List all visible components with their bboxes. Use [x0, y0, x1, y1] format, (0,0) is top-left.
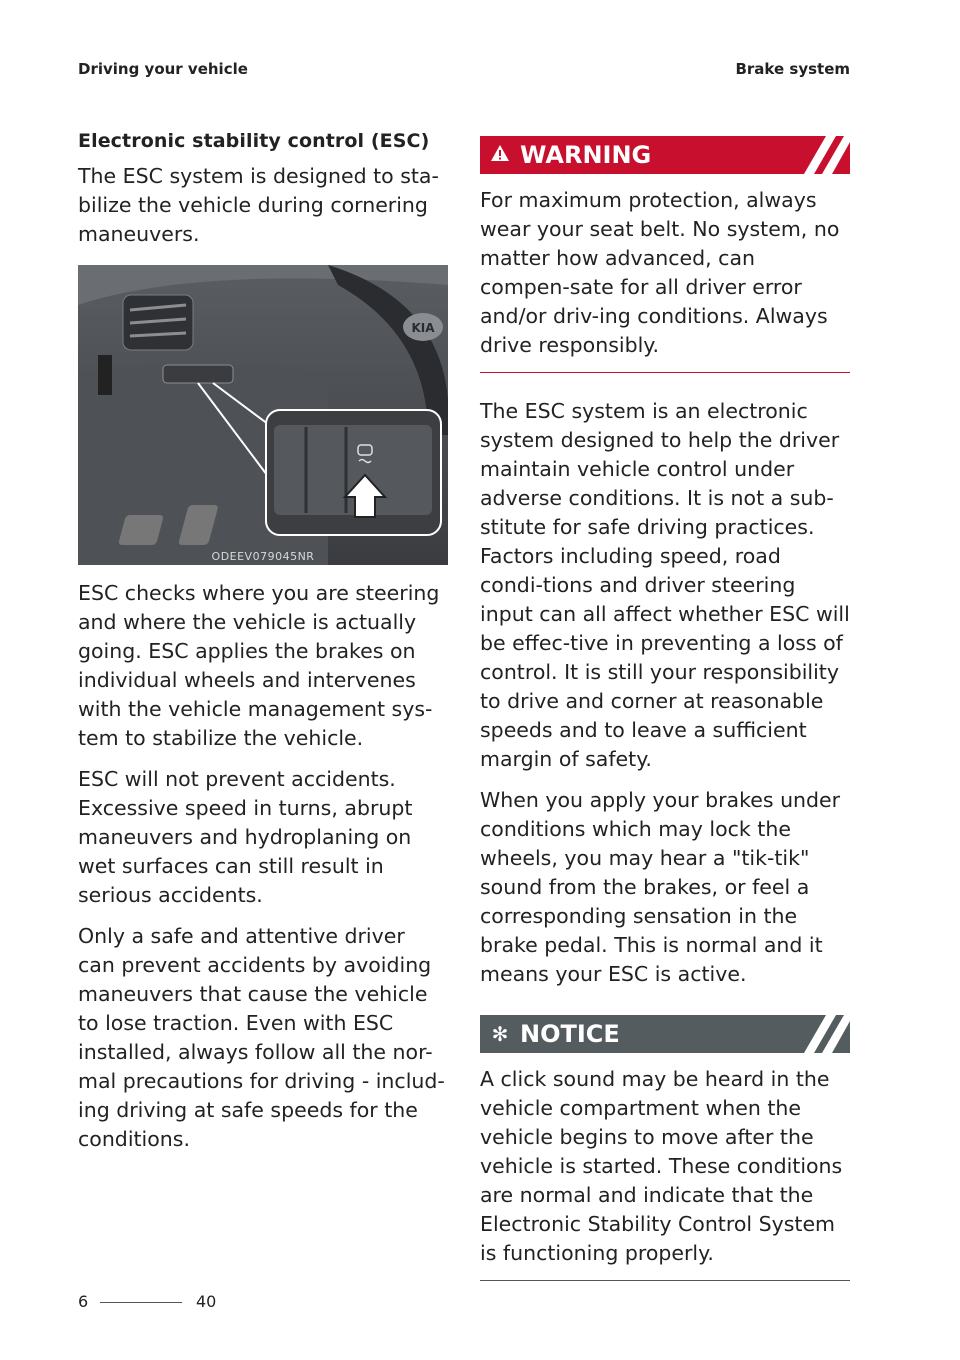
- banner-stripes: [790, 1015, 850, 1053]
- body-paragraph: Only a safe and attentive driver can prevent accidents by avoiding maneuvers that cause the vehicle to lose traction. Even with ESC installed, always follow all the nor-mal precautions for driving - includ-ing driving at safe speeds for the conditions.: [78, 924, 445, 1151]
- body-paragraph: When you apply your brakes under conditions which may lock the wheels, you may hear a "tik-tik" sound from the brakes, or feel a corresponding sensation in the brake pedal. This is normal and it means your ESC is active.: [480, 788, 841, 986]
- footer-section-number: 6: [78, 1292, 89, 1311]
- esc-button-figure: [78, 265, 448, 565]
- body-paragraph: The ESC system is an electronic system designed to help the driver maintain vehicle control under adverse conditions. It is not a sub-stitute for safe driving practices. Factors including speed, road condi-tions and driver steering input can all affect whether ESC will be effec-tive in preventing a loss of control. It is still your responsibility to drive and corner at reasonable speeds and to leave a sufficient margin of safety.: [480, 399, 850, 771]
- header-section-title: Driving your vehicle: [78, 60, 248, 78]
- body-paragraph: ESC will not prevent accidents. Excessive speed in turns, abrupt maneuvers and hydroplaning on wet surfaces can still result in serious accidents.: [78, 767, 413, 907]
- warning-text: For maximum protection, always wear your seat belt. No system, no matter how advanced, can compen-sate for all driver error and/or driv-ing conditions. Always drive responsibly.: [480, 188, 840, 357]
- right-column: [480, 136, 850, 1305]
- notice-banner: [480, 1015, 850, 1053]
- banner-stripes: [790, 136, 850, 174]
- intro-paragraph: The ESC system is designed to sta-bilize the vehicle during cornering maneuvers.: [78, 164, 439, 246]
- dashboard-illustration: [78, 265, 448, 565]
- warning-divider: [480, 372, 850, 373]
- notice-title: NOTICE: [520, 1020, 620, 1048]
- footer-line: [100, 1302, 182, 1303]
- figure-code: ODEEV079045NR: [211, 550, 315, 563]
- svg-text:KIA: KIA: [411, 321, 435, 335]
- warning-banner: [480, 136, 850, 174]
- notice-text: A click sound may be heard in the vehicle compartment when the vehicle begins to move after the vehicle is started. These conditions are normal and indicate that the Electronic Stability Control System is functioning properly.: [480, 1067, 843, 1265]
- warning-triangle-icon: [480, 143, 520, 167]
- section-heading: Electronic stability control (ESC): [78, 130, 430, 152]
- header-topic-title: Brake system: [735, 60, 850, 78]
- warning-title: WARNING: [520, 141, 652, 169]
- footer-page-number: 40: [196, 1292, 217, 1311]
- notice-divider: [480, 1280, 850, 1281]
- asterisk-icon: ✻: [491, 1022, 509, 1046]
- body-paragraph: ESC checks where you are steering and where the vehicle is actually going. ESC applies the brakes on individual wheels and intervenes with the vehicle management sys-tem to stabilize the vehicle.: [78, 581, 440, 750]
- left-column: [78, 130, 448, 1166]
